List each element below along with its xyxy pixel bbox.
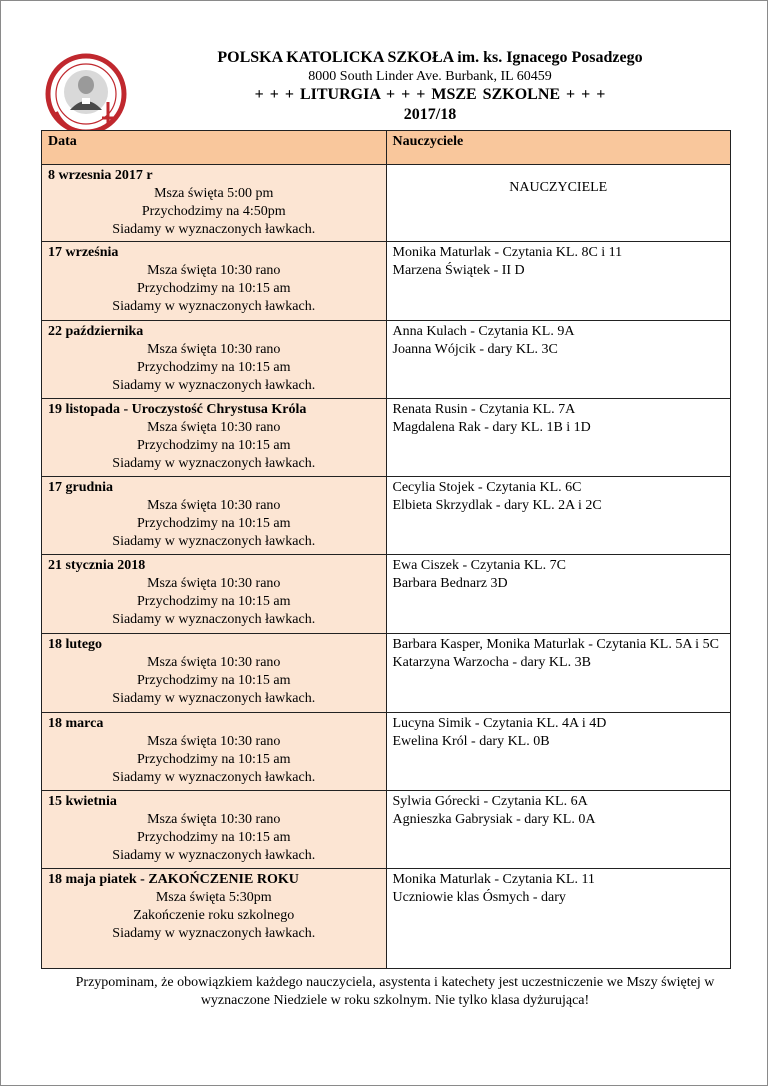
teacher-assignment: Barbara Kasper, Monika Maturlak - Czytania KL. 5A i 5C — [392, 637, 719, 652]
date-cell — [42, 399, 387, 477]
teacher-assignment: Uczniowie klas Ósmych - dary — [392, 890, 566, 905]
mass-detail-line: Siadamy w wyznaczonych ławkach. — [112, 534, 316, 549]
date-cell — [42, 555, 387, 634]
mass-detail-line: Msza święta 10:30 rano — [147, 498, 281, 513]
mass-detail-line: Zakończenie roku szkolnego — [133, 908, 295, 923]
date-cell — [42, 713, 387, 791]
teacher-assignment: Lucyna Simik - Czytania KL. 4A i 4D — [392, 716, 607, 731]
header-teachers: Nauczyciele — [386, 131, 731, 165]
mass-detail-line: Siadamy w wyznaczonych ławkach. — [112, 612, 316, 627]
table-header-row — [42, 131, 731, 165]
mass-detail-line: Siadamy w wyznaczonych ławkach. — [112, 299, 316, 314]
mass-detail-line: Msza święta 10:30 rano — [147, 342, 281, 357]
mass-detail-line: Siadamy w wyznaczonych ławkach. — [112, 222, 316, 237]
document-header — [140, 48, 720, 125]
mass-detail-line: Siadamy w wyznaczonych ławkach. — [112, 456, 316, 471]
teacher-assignment: Joanna Wójcik - dary KL. 3C — [392, 342, 558, 357]
teacher-assignment: Ewelina Król - dary KL. 0B — [392, 734, 550, 749]
date-cell — [42, 242, 387, 321]
mass-date: 21 stycznia 2018 — [48, 558, 146, 573]
teachers-cell — [386, 791, 731, 869]
teacher-assignment: Elbieta Skrzydlak - dary KL. 2A i 2C — [392, 498, 602, 513]
table-row — [42, 165, 731, 242]
teacher-assignment: Monika Maturlak - Czytania KL. 8C i 11 — [392, 245, 623, 260]
teacher-assignment: Barbara Bednarz 3D — [392, 576, 508, 591]
teacher-assignment: Agnieszka Gabrysiak - dary KL. 0A — [392, 812, 596, 827]
mass-detail-line: Przychodzimy na 10:15 am — [136, 752, 291, 767]
mass-date: 17 grudnia — [48, 480, 113, 495]
school-year: 2017/18 — [403, 106, 457, 123]
table-row — [42, 869, 731, 969]
mass-date: 15 kwietnia — [48, 794, 117, 809]
teachers-cell — [386, 242, 731, 321]
teacher-assignment: Sylwia Górecki - Czytania KL. 6A — [392, 794, 588, 809]
liturgy-heading: + + + LITURGIA + + + MSZE SZKOLNE + + + — [254, 86, 606, 103]
mass-detail-line: Msza święta 10:30 rano — [147, 812, 281, 827]
teacher-assignment: Marzena Świątek - II D — [392, 263, 525, 278]
mass-detail-line: Msza święta 10:30 rano — [147, 576, 281, 591]
teachers-cell — [386, 399, 731, 477]
table-row — [42, 399, 731, 477]
mass-detail-line: Przychodzimy na 4:50pm — [141, 204, 286, 219]
table-row — [42, 321, 731, 399]
table-row — [42, 242, 731, 321]
mass-detail-line: Siadamy w wyznaczonych ławkach. — [112, 691, 316, 706]
table-row — [42, 634, 731, 713]
teacher-assignment: Monika Maturlak - Czytania KL. 11 — [392, 872, 595, 887]
teachers-cell — [386, 321, 731, 399]
mass-detail-line: Przychodzimy na 10:15 am — [136, 594, 291, 609]
mass-detail-line: Siadamy w wyznaczonych ławkach. — [112, 848, 316, 863]
mass-date: 18 lutego — [48, 637, 103, 652]
teacher-assignment: NAUCZYCIELE — [509, 180, 608, 195]
teachers-cell — [386, 869, 731, 969]
table-row — [42, 791, 731, 869]
mass-detail-line: Przychodzimy na 10:15 am — [136, 281, 291, 296]
mass-detail-line: Siadamy w wyznaczonych ławkach. — [112, 926, 316, 941]
teachers-cell — [386, 634, 731, 713]
mass-detail-line: Msza święta 10:30 rano — [147, 655, 281, 670]
table-body — [42, 165, 731, 969]
mass-schedule-table — [41, 130, 731, 969]
table-row — [42, 713, 731, 791]
footer-reminder: Przypominam, że obowiązkiem każdego nauczyciela, asystenta i katechety jest uczestniczenie we Mszy świętej w wyznaczone Niedziele w roku szkolnym. Nie tylko klasa dyżurująca! — [75, 975, 715, 1008]
school-address: 8000 South Linder Ave. Burbank, IL 60459 — [308, 69, 552, 84]
table-row — [42, 555, 731, 634]
teacher-assignment: Ewa Ciszek - Czytania KL. 7C — [392, 558, 566, 573]
date-cell — [42, 165, 387, 242]
mass-date: 19 listopada - Uroczystość Chrystusa Króla — [48, 402, 307, 417]
teacher-assignment: Anna Kulach - Czytania KL. 9A — [392, 324, 575, 339]
mass-detail-line: Msza święta 10:30 rano — [147, 734, 281, 749]
mass-detail-line: Msza święta 5:00 pm — [154, 186, 274, 201]
date-cell — [42, 634, 387, 713]
school-name: POLSKA KATOLICKA SZKOŁA im. ks. Ignacego Posadzego — [217, 49, 643, 66]
mass-detail-line: Przychodzimy na 10:15 am — [136, 516, 291, 531]
mass-date: 17 września — [48, 245, 119, 260]
date-cell — [42, 869, 387, 969]
teachers-cell — [386, 477, 731, 555]
date-cell — [42, 791, 387, 869]
mass-date: 18 marca — [48, 716, 104, 731]
mass-detail-line: Przychodzimy na 10:15 am — [136, 673, 291, 688]
mass-detail-line: Przychodzimy na 10:15 am — [136, 438, 291, 453]
table-row — [42, 477, 731, 555]
teachers-cell — [386, 165, 731, 242]
school-seal-icon — [44, 52, 128, 136]
mass-detail-line: Przychodzimy na 10:15 am — [136, 830, 291, 845]
teacher-assignment: Magdalena Rak - dary KL. 1B i 1D — [392, 420, 591, 435]
mass-date: 22 października — [48, 324, 144, 339]
teachers-cell — [386, 555, 731, 634]
date-cell — [42, 321, 387, 399]
teacher-assignment: Katarzyna Warzocha - dary KL. 3B — [392, 655, 591, 670]
mass-detail-line: Msza święta 10:30 rano — [147, 263, 281, 278]
mass-date: 8 wrzesnia 2017 r — [48, 168, 153, 183]
mass-detail-line: Msza święta 10:30 rano — [147, 420, 281, 435]
mass-date: 18 maja piatek - ZAKOŃCZENIE ROKU — [48, 872, 299, 887]
mass-detail-line: Siadamy w wyznaczonych ławkach. — [112, 770, 316, 785]
mass-detail-line: Msza święta 5:30pm — [155, 890, 272, 905]
teachers-cell — [386, 713, 731, 791]
teacher-assignment: Cecylia Stojek - Czytania KL. 6C — [392, 480, 582, 495]
date-cell — [42, 477, 387, 555]
mass-detail-line: Przychodzimy na 10:15 am — [136, 360, 291, 375]
header-date: Data — [42, 131, 387, 165]
mass-detail-line: Siadamy w wyznaczonych ławkach. — [112, 378, 316, 393]
teacher-assignment: Renata Rusin - Czytania KL. 7A — [392, 402, 576, 417]
